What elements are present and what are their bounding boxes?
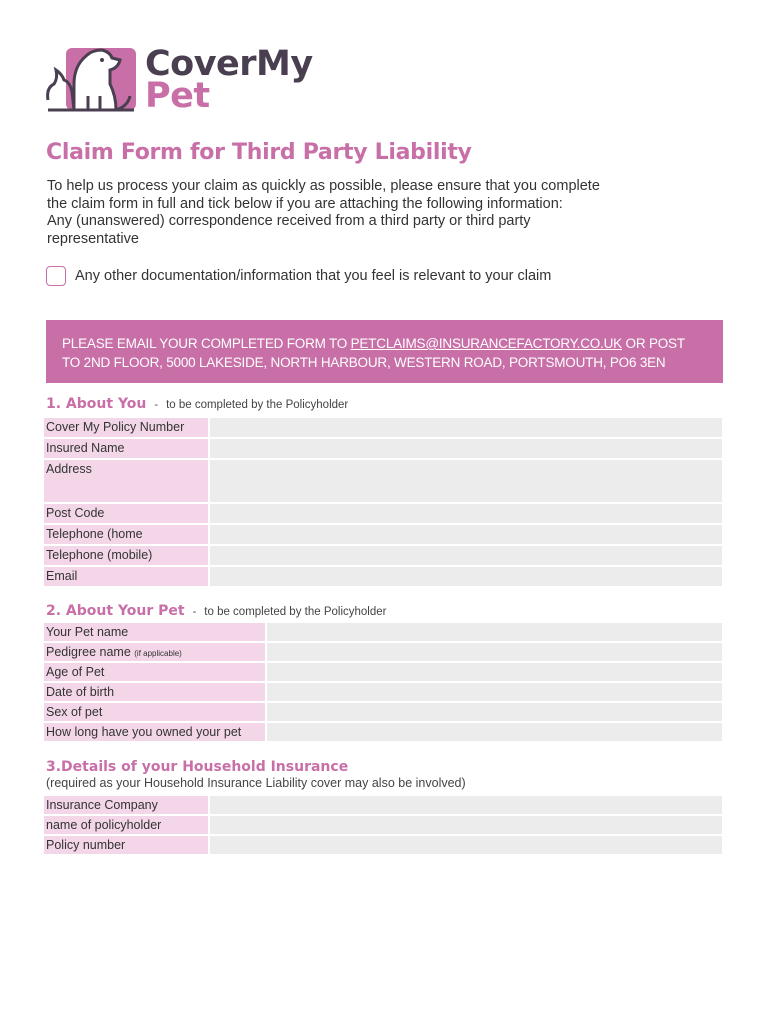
banner-line1 (62, 334, 707, 353)
table-row (44, 504, 722, 523)
table-row (44, 703, 722, 721)
section3-header (46, 759, 348, 775)
intro-text (47, 178, 687, 248)
policyholder-name-field[interactable] (210, 816, 722, 834)
address-field[interactable] (210, 460, 722, 502)
section3-table (44, 796, 722, 856)
table-row (44, 546, 722, 565)
field-label: name of policyholder (44, 816, 208, 834)
field-label: Address (44, 460, 208, 502)
brand-name (145, 44, 313, 117)
household-policy-number-field[interactable] (210, 836, 722, 854)
table-row (44, 567, 722, 586)
section3-title: 3.Details of your Household Insurance (46, 759, 349, 775)
documentation-checkbox[interactable] (46, 266, 66, 286)
section2-table (44, 623, 722, 743)
table-row (44, 663, 722, 681)
intro-line: To help us process your claim as quickly as possible, please ensure that you complete (47, 178, 600, 194)
cat-and-dog-logo-icon (44, 40, 140, 118)
insurance-company-field[interactable] (210, 796, 722, 814)
brand-line1: CoverMy (145, 44, 313, 84)
field-label: Telephone (mobile) (44, 546, 208, 565)
field-label: Sex of pet (44, 703, 265, 721)
table-row (44, 623, 722, 641)
field-label: Age of Pet (44, 663, 265, 681)
field-label: Insurance Company (44, 796, 208, 814)
insured-name-field[interactable] (210, 439, 722, 458)
table-row (44, 723, 722, 741)
field-label: Date of birth (44, 683, 265, 701)
field-label: Cover My Policy Number (44, 418, 208, 437)
banner-suffix: OR POST (622, 336, 685, 351)
brand-line2: Pet (145, 76, 210, 117)
telephone-mobile-field[interactable] (210, 546, 722, 565)
ownership-duration-field[interactable] (267, 723, 722, 741)
section1-title: 1. About You (46, 396, 147, 412)
pet-name-field[interactable] (267, 623, 722, 641)
table-row (44, 643, 722, 661)
section2-note: to be completed by the Policyholder (204, 606, 387, 618)
pet-sex-field[interactable] (267, 703, 722, 721)
pet-dob-field[interactable] (267, 683, 722, 701)
field-label: Policy number (44, 836, 208, 854)
field-label (44, 643, 265, 661)
intro-line: Any (unanswered) correspondence received from a third party or third party (47, 213, 531, 230)
pet-age-field[interactable] (267, 663, 722, 681)
field-label: Insured Name (44, 439, 208, 458)
section1-header (46, 396, 348, 412)
field-label: How long have you owned your pet (44, 723, 265, 741)
table-row (44, 460, 722, 502)
section3-subtitle: (required as your Household Insurance Liability cover may also be involved) (46, 776, 466, 790)
table-row (44, 816, 722, 834)
intro-line: the claim form in full and tick below if you are attaching the following information: (47, 195, 563, 212)
telephone-home-field[interactable] (210, 525, 722, 544)
section1-separator: - (154, 399, 159, 411)
email-field[interactable] (210, 567, 722, 586)
field-label: Email (44, 567, 208, 586)
pedigree-name-field[interactable] (267, 643, 722, 661)
documentation-checkbox-label: Any other documentation/information that you feel is relevant to your claim (75, 268, 552, 284)
table-row (44, 836, 722, 854)
table-row (44, 525, 722, 544)
table-row (44, 683, 722, 701)
banner-line2: TO 2ND FLOOR, 5000 LAKESIDE, NORTH HARBOUR, WESTERN ROAD, PORTSMOUTH, PO6 3EN (62, 355, 666, 370)
section2-separator: - (192, 606, 197, 618)
field-label: Your Pet name (44, 623, 265, 641)
table-row (44, 796, 722, 814)
section1-table (44, 418, 722, 588)
section1-note: to be completed by the Policyholder (166, 399, 349, 411)
policy-number-field[interactable] (210, 418, 722, 437)
claims-email-link[interactable]: PETCLAIMS@INSURANCEFACTORY.CO.UK (350, 336, 622, 351)
banner-prefix: PLEASE EMAIL YOUR COMPLETED FORM TO (62, 336, 351, 351)
documentation-checkbox-row[interactable] (46, 264, 551, 288)
post-code-field[interactable] (210, 504, 722, 523)
submission-banner (46, 320, 723, 383)
table-row (44, 418, 722, 437)
section2-title: 2. About Your Pet (46, 603, 185, 619)
logo (44, 40, 314, 120)
section2-header (46, 603, 386, 619)
field-label: Telephone (home (44, 525, 208, 544)
intro-line: representative (47, 230, 139, 247)
page-title: Claim Form for Third Party Liability (46, 140, 472, 165)
pedigree-label: Pedigree name (46, 645, 131, 659)
pedigree-suffix: (if applicable) (134, 649, 182, 658)
field-label: Post Code (44, 504, 208, 523)
table-row (44, 439, 722, 458)
